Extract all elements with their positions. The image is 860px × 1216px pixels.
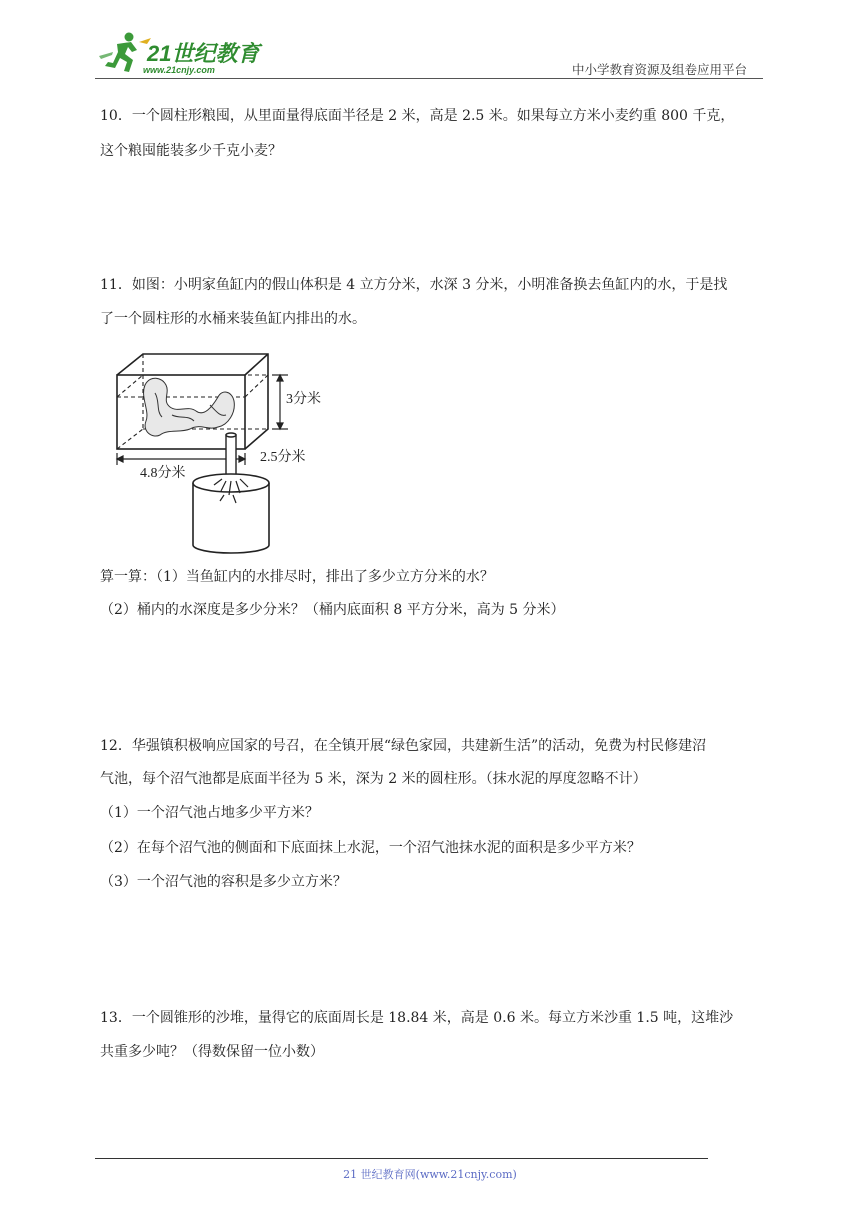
q11-part1: 算一算：（1）当鱼缸内的水排尽时，排出了多少立方分米的水？ — [100, 569, 494, 585]
q11-line2: 了一个圆柱形的水桶来装鱼缸内排出的水。 — [100, 311, 366, 327]
bucket — [193, 474, 269, 553]
logo-text: 21世纪教育 — [147, 41, 260, 66]
q12-part1: （1）一个沼气池占地多少平方米？ — [100, 805, 319, 821]
platform-title: 中小学教育资源及组卷应用平台 — [572, 62, 748, 77]
width-label: 2.5分米 — [260, 450, 306, 465]
rockery-icon — [144, 378, 235, 436]
depth-label: 3分米 — [286, 392, 321, 407]
footer-text[interactable]: 21 世纪教育网(www.21cnjy.com) — [343, 1168, 517, 1181]
drain-pipe — [226, 433, 236, 475]
q12-part3: （3）一个沼气池的容积是多少立方米？ — [100, 874, 347, 890]
q10-line2: 这个粮囤能装多少千克小麦？ — [100, 143, 282, 159]
q12-part2: （2）在每个沼气池的侧面和下底面抹上水泥，一个沼气池抹水泥的面积是多少平方米？ — [100, 840, 641, 856]
q11-part2: （2）桶内的水深度是多少分米？（桶内底面积 8 平方分米，高为 5 分米） — [100, 602, 565, 618]
length-label: 4.8分米 — [140, 466, 186, 481]
q11-line1: 11．如图：小明家鱼缸内的假山体积是 4 立方分米，水深 3 分米，小明准备换去鱼缸内的水，于是找 — [100, 277, 728, 293]
footer-divider — [95, 1158, 708, 1159]
q13-line1: 13．一个圆锥形的沙堆，量得它的底面周长是 18.84 米，高是 0.6 米。每立方米沙重 1.5 吨，这堆沙 — [100, 1010, 734, 1026]
q12-line2: 气池，每个沼气池都是底面半径为 5 米，深为 2 米的圆柱形。（抹水泥的厚度忽略不计） — [100, 771, 647, 787]
fish-tank-figure — [100, 345, 340, 560]
site-logo — [95, 28, 265, 80]
logo-url: www.21cnjy.com — [143, 65, 215, 75]
header-divider — [95, 78, 763, 79]
q13-line2: 共重多少吨？（得数保留一位小数） — [100, 1044, 324, 1060]
q10-line1: 10．一个圆柱形粮囤，从里面量得底面半径是 2 米，高是 2.5 米。如果每立方米小麦约重 800 千克， — [100, 108, 735, 124]
q12-line1: 12．华强镇积极响应国家的号召，在全镇开展“绿色家园，共建新生活”的活动，免费为村民修建沼 — [100, 738, 707, 754]
